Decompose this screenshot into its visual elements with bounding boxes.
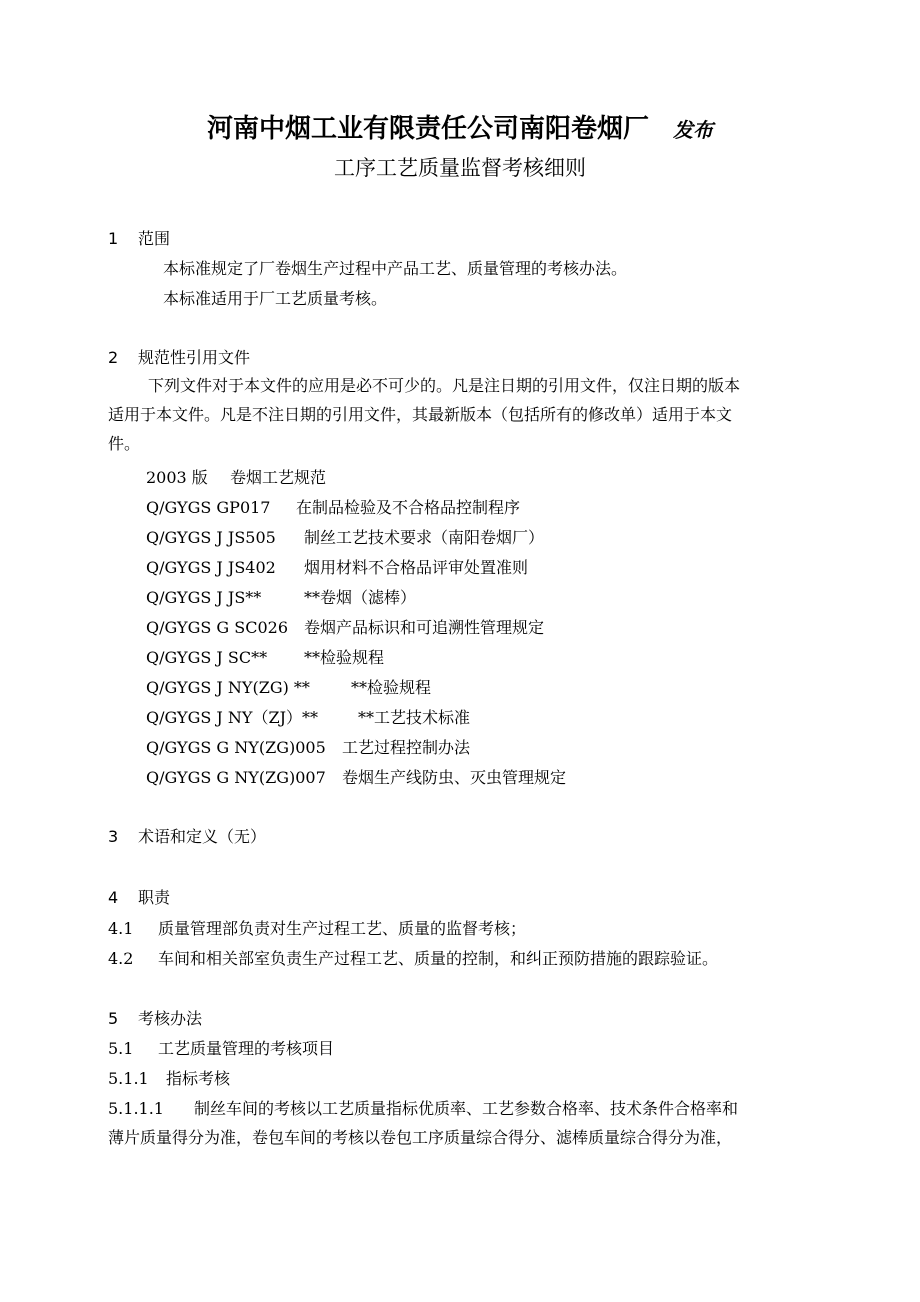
item-text: 质量管理部负责对生产过程工艺、质量的监督考核； [158,919,527,938]
section-4-item-2 [108,946,718,969]
section-title: 规范性引用文件 [138,348,251,367]
document-header [0,108,920,145]
item-text: 制丝车间的考核以工艺质量指标优质率、工艺参数合格率、技术条件合格率和 [194,1099,739,1118]
reference-name: 工艺过程控制办法 [342,738,471,757]
item-text: 车间和相关部室负责生产过程工艺、质量的控制，和纠正预防措施的跟踪验证。 [158,949,719,968]
reference-code: Q/GYGS J JS** [146,588,262,607]
item-number: 5.1.1.1 [108,1099,164,1118]
section-number: 5 [108,1009,119,1028]
section-title: 考核办法 [138,1009,203,1028]
reference-item [146,495,520,518]
document-title: 工序工艺质量监督考核细则 [334,156,586,180]
section-number: 4 [108,888,119,907]
item-text: 工艺质量管理的考核项目 [158,1039,335,1058]
section-number: 2 [108,348,119,367]
reference-name: **检验规程 [351,678,432,697]
reference-code: Q/GYGS G NY(ZG)005 [146,738,326,757]
section-4-heading [108,885,170,908]
section-2-paragraph-line: 下列文件对于本文件的应用是必不可少的。凡是注日期的引用文件，仅注日期的版本 [148,376,741,395]
section-1-paragraph-2: 本标准适用于厂工艺质量考核。 [163,289,388,308]
section-2-paragraph-line: 适用于本文件。凡是不注日期的引用文件，其最新版本（包括所有的修改单）适用于本文 [108,405,733,424]
reference-name: 烟用材料不合格品评审处置准则 [304,558,529,577]
reference-code: Q/GYGS J NY（ZJ）** [146,708,318,727]
reference-code: Q/GYGS GP017 [146,498,271,517]
reference-item [146,585,416,608]
reference-item [146,765,566,788]
reference-code: Q/GYGS J SC** [146,648,268,667]
reference-name: **卷烟（滤棒） [304,588,417,607]
reference-item [146,675,431,698]
section-3-heading [108,824,266,847]
reference-item [146,555,528,578]
reference-name: 卷烟生产线防虫、灭虫管理规定 [342,768,567,787]
reference-code: Q/GYGS J JS402 [146,558,276,577]
reference-code: Q/GYGS G SC026 [146,618,289,637]
reference-name: **工艺技术标准 [358,708,471,727]
reference-name: 卷烟产品标识和可追溯性管理规定 [304,618,545,637]
section-4-item-1 [108,916,526,939]
reference-name: **检验规程 [304,648,385,667]
subsection-5-1-1-1-continued: 薄片质量得分为准，卷包车间的考核以卷包工序质量综合得分、滤棒质量综合得分为准， [108,1128,733,1147]
section-title: 范围 [138,229,171,248]
section-title: 职责 [138,888,171,907]
section-2-heading [108,345,250,368]
reference-code: Q/GYGS G NY(ZG)007 [146,768,326,787]
subsection-5-1-1-1 [108,1096,738,1119]
item-number: 4.2 [108,949,134,968]
subsection-5-1-1 [108,1066,230,1089]
reference-item [146,735,470,758]
reference-code: Q/GYGS J JS505 [146,528,276,547]
reference-item [146,615,544,638]
item-number: 5.1.1 [108,1069,149,1088]
section-title: 术语和定义（无） [138,827,267,846]
section-1-paragraph-1: 本标准规定了厂卷烟生产过程中产品工艺、质量管理的考核办法。 [163,259,628,278]
section-2-paragraph-line: 件。 [108,434,141,453]
reference-code: 2003 版 [146,468,208,487]
reference-item [146,705,470,728]
reference-code: Q/GYGS J NY(ZG) ** [146,678,310,697]
reference-name: 制丝工艺技术要求（南阳卷烟厂） [304,528,545,547]
section-1-heading [108,226,170,249]
item-number: 4.1 [108,919,134,938]
item-number: 5.1 [108,1039,134,1058]
reference-name: 在制品检验及不合格品控制程序 [296,498,521,517]
reference-item [146,525,544,548]
item-text: 指标考核 [166,1069,231,1088]
publish-label: 发布 [673,118,713,142]
reference-name: 卷烟工艺规范 [230,468,327,487]
section-number: 3 [108,827,119,846]
subsection-5-1 [108,1036,334,1059]
section-5-heading [108,1006,202,1029]
reference-item [146,645,384,668]
section-number: 1 [108,229,119,248]
organization-name: 河南中烟工业有限责任公司南阳卷烟厂 [206,114,649,144]
reference-item [146,465,326,488]
